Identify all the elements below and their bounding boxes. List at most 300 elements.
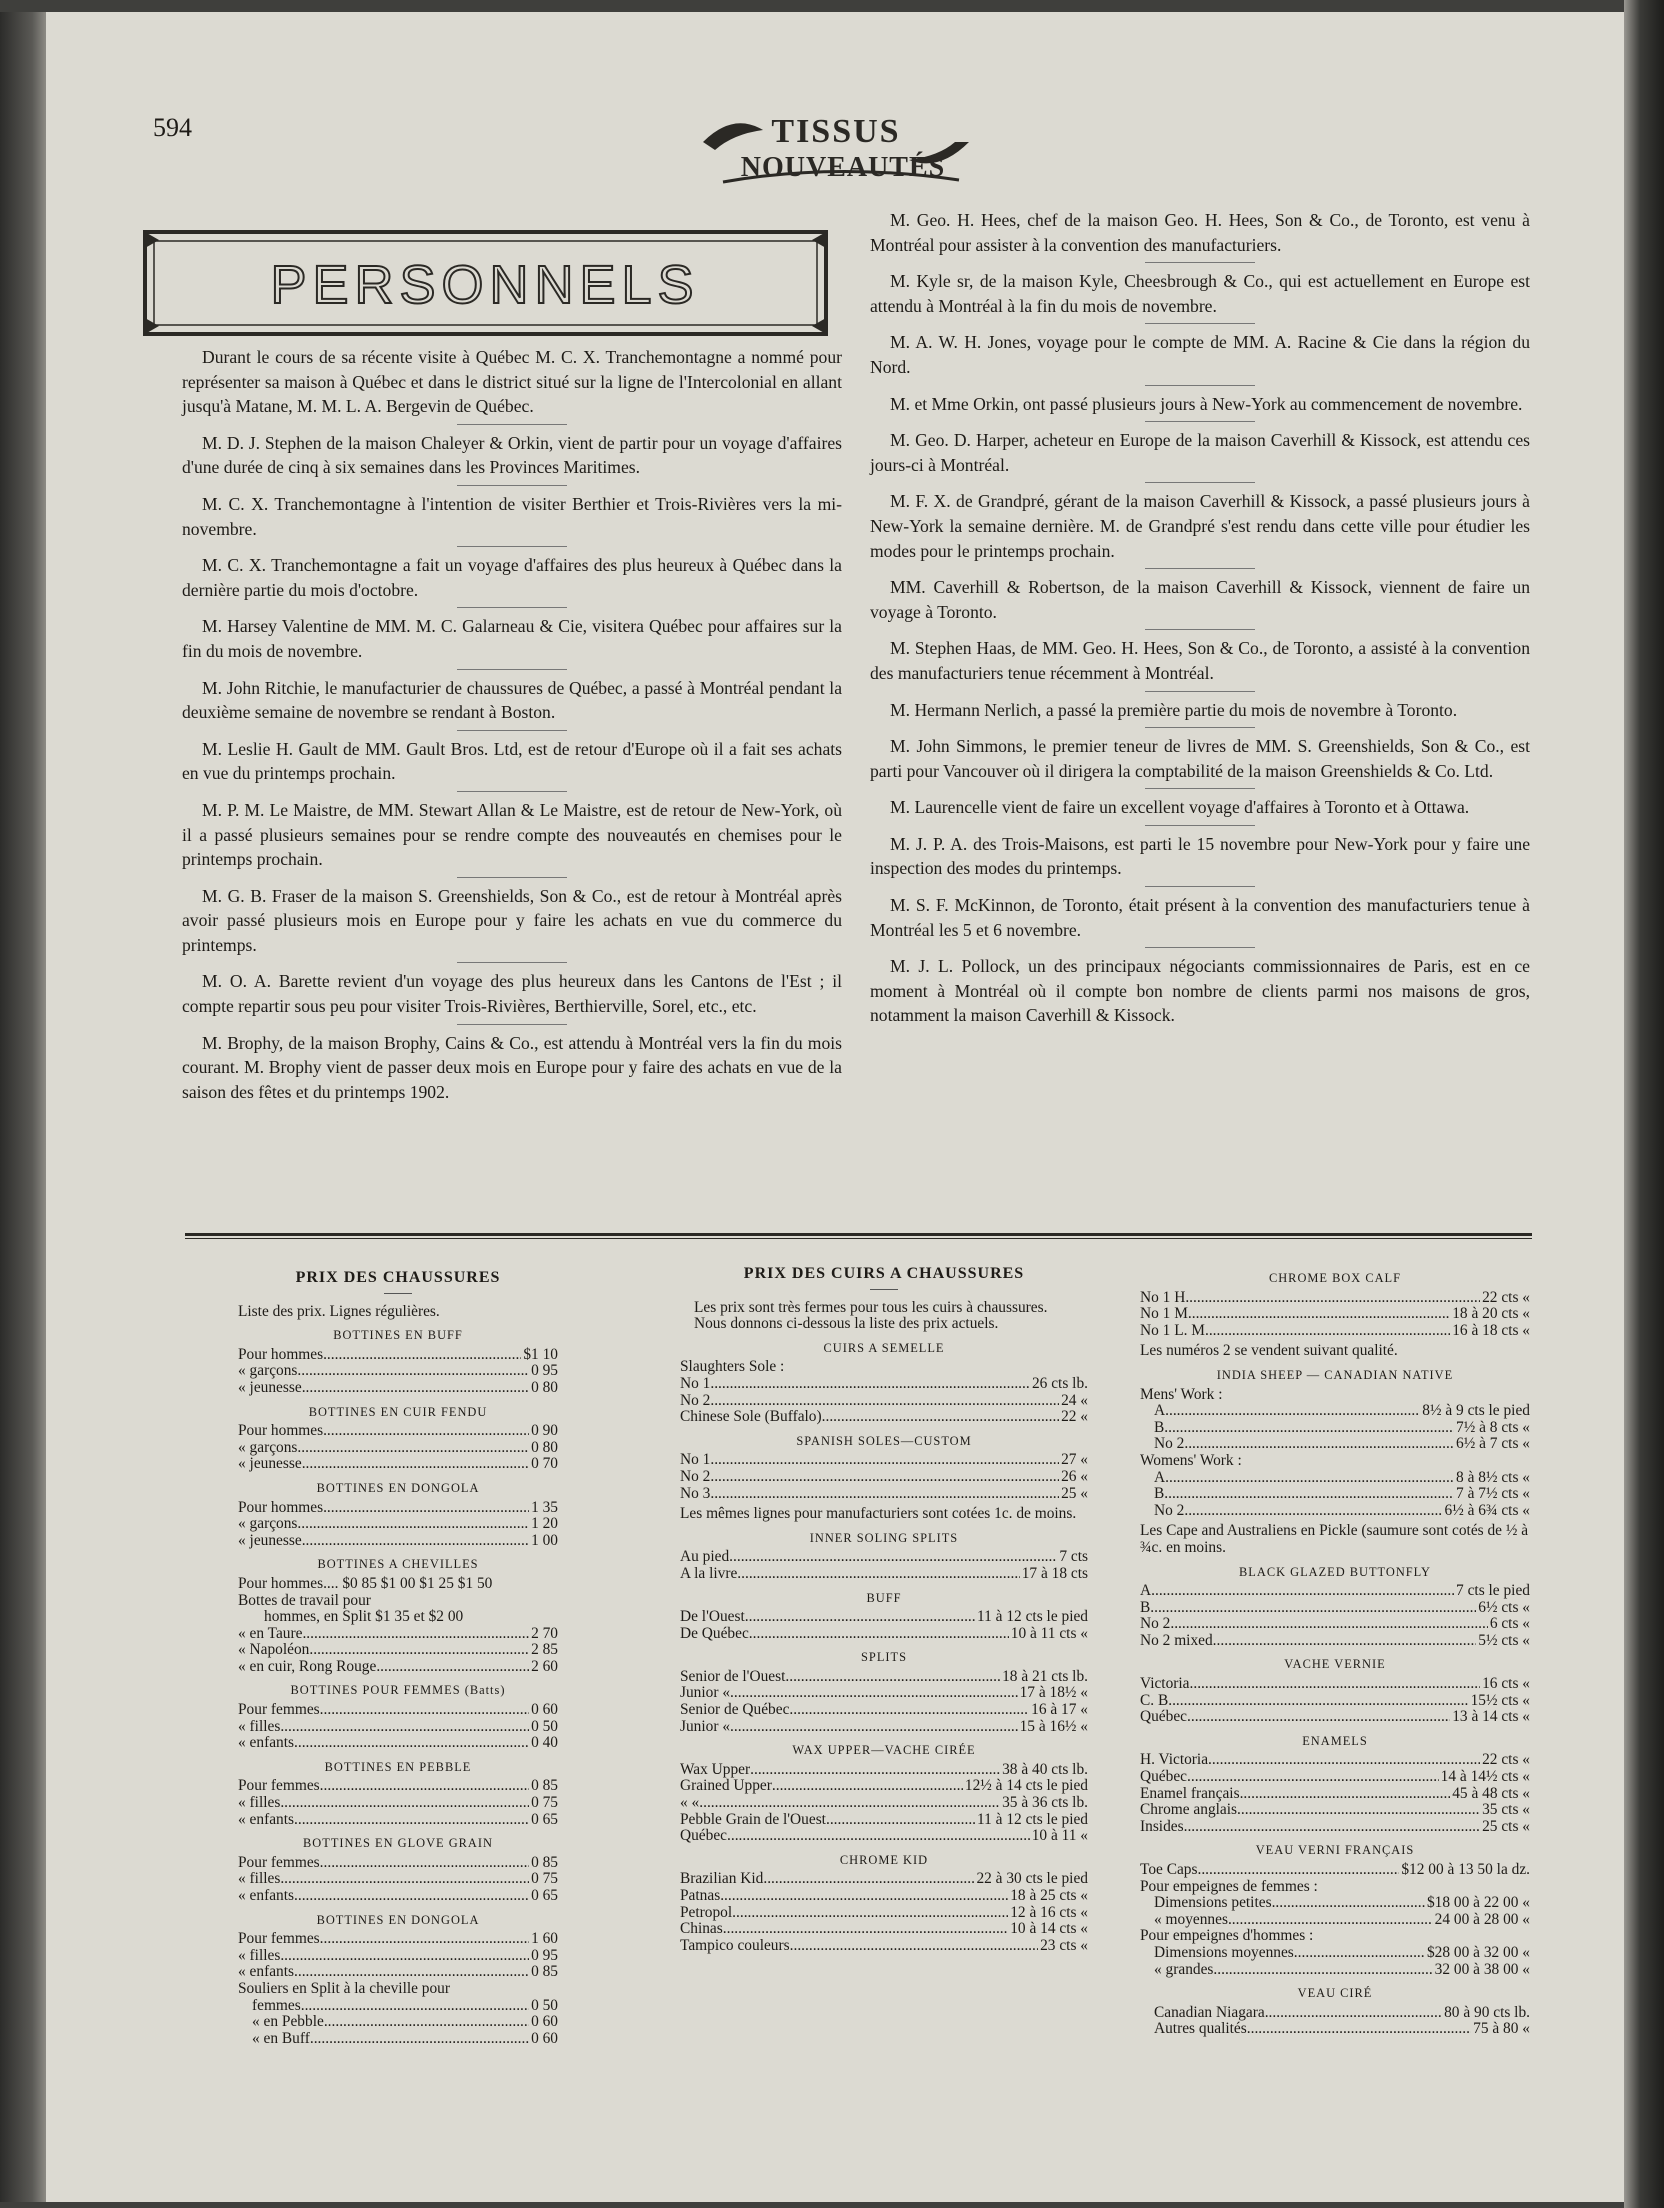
dot-leader [790, 1938, 1038, 1955]
item-price: 10 à 11 « [1031, 1827, 1088, 1845]
price-rows [1140, 1583, 1530, 1649]
price-row [1140, 1962, 1530, 1979]
price-row [238, 1440, 558, 1457]
item-label: « garçons [238, 1515, 298, 1533]
item-price: 32 00 à 38 00 « [1434, 1960, 1530, 1978]
price-line: hommes, en Split $1 35 et $2 00 [264, 1608, 464, 1626]
group-heading: Womens' Work : [1140, 1451, 1242, 1469]
item-label: Canadian Niagara [1154, 2003, 1265, 2021]
subheading: BUFF [866, 1590, 902, 1605]
item-label: « filles [238, 1794, 281, 1812]
price-rows [680, 1871, 1088, 1954]
item-label: Senior de Québec [680, 1701, 790, 1719]
subheading: BOTTINES POUR FEMMES (Batts) [290, 1683, 506, 1698]
price-row [1140, 1486, 1530, 1503]
price-note: Les mêmes lignes pour manufacturiers sont cotées 1c. de moins. [680, 1505, 1077, 1523]
item-price: 24 00 à 28 00 « [1434, 1910, 1530, 1928]
personnels-column-1 [182, 345, 842, 1116]
price-note: Les Cape and Australiens en Pickle (saumure sont cotés de ½ à ¾c. en moins. [1140, 1522, 1529, 1556]
divider [870, 1289, 898, 1290]
item-label: No 2 mixed [1140, 1631, 1213, 1649]
news-item: M. C. X. Tranchemontagne à l'intention de visiter Berthier et Trois-Rivières vers la mi-novembre. [182, 492, 842, 541]
price-row [238, 1795, 558, 1812]
item-label: « enfants [238, 1887, 294, 1904]
item-price: 0 60 [531, 2013, 558, 2031]
price-line: Bottes de travail pour [238, 1591, 371, 1609]
item-label: Dimensions moyennes [1154, 1943, 1294, 1961]
price-row [1140, 1752, 1530, 1769]
price-row [680, 1938, 1088, 1955]
item-price: 0 65 [531, 1810, 558, 1828]
news-item: M. John Simmons, le premier teneur de livres de MM. S. Greenshields, Son & Co., est parti pour Vancouver où il dirigera la comptabilité de la maison Greenshields & Co. Ltd. [870, 734, 1530, 783]
price-row [680, 1778, 1088, 1795]
item-price: $1 10 [523, 1345, 558, 1363]
dot-leader [280, 1795, 529, 1812]
subheading: BLACK GLAZED BUTTONFLY [1239, 1564, 1431, 1579]
item-price: 7 cts le pied [1456, 1582, 1530, 1600]
price-row [680, 1669, 1088, 1686]
item-price: 0 80 [531, 1438, 558, 1456]
svg-text:TISSUS: TISSUS [771, 113, 901, 150]
news-item: M. D. J. Stephen de la maison Chaleyer & Orkin, vient de partir pour un voyage d'affaires d'une durée de cinq à six semaines dans les Provinces Maritimes. [182, 431, 842, 480]
dot-leader [1164, 1486, 1454, 1503]
price-row [238, 1423, 558, 1440]
price-row [238, 1347, 558, 1364]
item-price: 12½ à 14 cts le pied [964, 1777, 1088, 1795]
item-price: 80 à 90 cts lb. [1444, 2003, 1530, 2021]
dot-leader [710, 1376, 1030, 1393]
group-heading: Slaughters Sole : [680, 1358, 785, 1376]
item-label: « jeunesse [238, 1455, 302, 1473]
price-row [1140, 1306, 1530, 1323]
dot-leader [1228, 1912, 1433, 1929]
news-item: M. G. B. Fraser de la maison S. Greenshields, Son & Co., est de retour à Montréal après avoir passé plusieurs mois en Europe pour y faire les achats en vue du commerce du printemps. [182, 884, 842, 958]
subheading: VEAU CIRÉ [1297, 1986, 1373, 2001]
item-label: femmes [252, 1996, 301, 2014]
price-row [238, 1642, 558, 1659]
item-label: « en Buff [252, 2029, 310, 2047]
item-price: 0 70 [531, 1455, 558, 1473]
item-label: Au pied [680, 1548, 730, 1566]
item-label: « filles [238, 1870, 281, 1888]
dot-leader [1237, 1802, 1480, 1819]
news-item: M. J. P. A. des Trois-Maisons, est parti le 15 novembre pour New-York pour y faire une inspection des modes du printemps. [870, 832, 1530, 881]
dot-leader [1265, 2005, 1442, 2022]
price-rows [1140, 1403, 1530, 1453]
item-label: Petropol [680, 1903, 733, 1921]
dot-leader [1213, 1633, 1477, 1650]
price-line: Pour hommes.... $0 85 $1 00 $1 25 $1 50 [238, 1574, 493, 1592]
item-label: No 1 [680, 1451, 711, 1469]
dot-leader [732, 1905, 1008, 1922]
item-label: A la livre [680, 1564, 738, 1582]
section-title-frame [142, 228, 829, 338]
price-row [1140, 1470, 1530, 1487]
news-item: M. P. M. Le Maistre, de MM. Stewart Allan & Le Maistre, est de retour de New-York, où il a passé plusieurs semaines pour se rendre compte des nouveautés en chemises pour le printemps prochain. [182, 798, 842, 872]
dot-leader [1205, 1323, 1450, 1340]
news-item: M. Hermann Nerlich, a passé la première partie du mois de novembre à Toronto. [870, 698, 1530, 723]
dot-leader [320, 1855, 529, 1872]
dot-leader [730, 1719, 1018, 1736]
item-price: 0 50 [531, 1717, 558, 1735]
price-rows [1140, 1752, 1530, 1835]
item-price: 22 cts « [1482, 1288, 1530, 1306]
price-rows [238, 1702, 558, 1752]
price-row [1140, 1676, 1530, 1693]
price-row [1140, 2005, 1530, 2022]
price-row [1140, 1769, 1530, 1786]
item-price: 22 cts « [1482, 1751, 1530, 1769]
dot-leader [1187, 1769, 1439, 1786]
prix-cuirs-table [680, 1266, 1088, 1954]
item-label: « en cuir, Rong Rouge [238, 1657, 377, 1675]
item-label: Pour hommes [238, 1498, 324, 1516]
item-price: 6½ cts « [1478, 1598, 1530, 1616]
dot-leader [324, 2014, 529, 2031]
dot-leader [301, 1998, 529, 2015]
dot-leader [297, 1440, 529, 1457]
dot-leader [323, 1500, 529, 1517]
price-rows [680, 1669, 1088, 1735]
dot-leader [763, 1871, 974, 1888]
item-price: 10 à 11 cts « [1010, 1624, 1088, 1642]
price-rows [1140, 1676, 1530, 1726]
item-label: Québec [1140, 1768, 1187, 1786]
price-rows [238, 1998, 558, 2048]
item-price: 26 « [1061, 1467, 1088, 1485]
item-label: « filles [238, 1717, 281, 1735]
item-label: H. Victoria [1140, 1751, 1209, 1769]
news-item: M. Geo. H. Hees, chef de la maison Geo. H. Hees, Son & Co., de Toronto, est venu à Montréal pour assister à la convention des manufacturiers. [870, 210, 1530, 255]
item-label: Enamel français [1140, 1784, 1240, 1802]
item-label: Pour hommes [238, 1422, 324, 1440]
dot-leader [772, 1778, 963, 1795]
item-price: 17 à 18 cts [1021, 1564, 1088, 1582]
item-label: Autres qualités [1154, 2020, 1247, 2038]
item-price: 8½ à 9 cts le pied [1422, 1402, 1530, 1420]
dot-leader [710, 1393, 1059, 1410]
item-price: 35 cts « [1482, 1801, 1530, 1819]
dot-leader [280, 1719, 529, 1736]
dot-leader [723, 1921, 1008, 1938]
price-row [1140, 1802, 1530, 1819]
item-price: 15½ cts « [1470, 1691, 1530, 1709]
dot-leader [310, 2031, 529, 2048]
facing-page-edge [1624, 0, 1664, 2208]
dot-leader [720, 1888, 1008, 1905]
item-label: Dimensions petites [1154, 1894, 1272, 1912]
price-row [680, 1828, 1088, 1845]
subheading: SPANISH SOLES—CUSTOM [796, 1433, 972, 1448]
price-rows [1140, 1945, 1530, 1978]
item-label: « Napoléon [238, 1641, 310, 1659]
dot-leader [1184, 1819, 1481, 1836]
group-heading: Mens' Work : [1140, 1385, 1223, 1403]
news-item: M. Leslie H. Gault de MM. Gault Bros. Ltd, est de retour d'Europe où il a fait ses achats en vue du printemps prochain. [182, 737, 842, 786]
price-row [680, 1905, 1088, 1922]
item-label: Chrome anglais [1140, 1801, 1238, 1819]
price-rows [680, 1609, 1088, 1642]
item-label: No 2 [1154, 1435, 1185, 1453]
price-row [1140, 1862, 1530, 1879]
item-label: Patnas [680, 1887, 721, 1904]
price-row [238, 1812, 558, 1829]
item-label: « jeunesse [238, 1378, 302, 1396]
subheading: SPLITS [861, 1650, 907, 1665]
item-price: 7 cts [1059, 1548, 1088, 1566]
item-label: « enfants [238, 1734, 294, 1752]
price-row [238, 1380, 558, 1397]
news-item: MM. Caverhill & Robertson, de la maison Caverhill & Kissock, viennent de faire un voyage à Toronto. [870, 575, 1530, 624]
price-rows [680, 1762, 1088, 1845]
dot-leader [309, 1642, 529, 1659]
item-price: 24 « [1061, 1391, 1088, 1409]
item-price: 15 à 16½ « [1019, 1717, 1088, 1735]
table-title: PRIX DES CUIRS A CHAUSSURES [743, 1265, 1025, 1282]
item-label: Junior « [680, 1717, 731, 1735]
item-label: Pour femmes [238, 1930, 320, 1948]
price-row [1140, 1403, 1530, 1420]
price-row [238, 2014, 558, 2031]
item-label: Victoria [1140, 1675, 1190, 1693]
book-binding-edge [0, 12, 46, 2202]
item-price: 0 95 [531, 1946, 558, 1964]
item-label: Wax Upper [680, 1760, 751, 1778]
dot-leader [294, 1735, 529, 1752]
dot-leader [729, 1549, 1057, 1566]
news-item: M. Laurencelle vient de faire un excellent voyage d'affaires à Toronto et à Ottawa. [870, 795, 1530, 820]
price-row [680, 1812, 1088, 1829]
item-label: Québec [1140, 1708, 1187, 1726]
dot-leader [323, 1347, 521, 1364]
item-price: 7½ à 8 cts « [1456, 1418, 1530, 1436]
subheading: BOTTINES EN CUIR FENDU [308, 1404, 488, 1419]
price-row [680, 1469, 1088, 1486]
news-item: M. A. W. H. Jones, voyage pour le compte de MM. A. Racine & Cie dans la région du Nord. [870, 330, 1530, 379]
subheading: ENAMELS [1302, 1733, 1368, 1748]
item-label: C. B [1140, 1691, 1169, 1709]
item-price: 17 à 18½ « [1019, 1684, 1088, 1702]
dot-leader [320, 1778, 529, 1795]
price-row [238, 1719, 558, 1736]
group-heading: Pour empeignes de femmes : [1140, 1877, 1318, 1895]
price-rows [238, 1778, 558, 1828]
item-price: 18 à 25 cts « [1010, 1887, 1088, 1904]
price-rows [238, 1500, 558, 1550]
item-price: 6 cts « [1489, 1615, 1530, 1633]
dot-leader [745, 1609, 975, 1626]
table-intro: Nous donnons ci-dessous la liste des prix actuels. [694, 1315, 999, 1333]
subheading: BOTTINES EN DONGOLA [316, 1912, 480, 1927]
item-label: Québec [680, 1827, 727, 1845]
dot-leader [294, 1964, 529, 1981]
subheading: INDIA SHEEP — CANADIAN NATIVE [1216, 1367, 1454, 1382]
dot-leader [320, 1931, 529, 1948]
dot-leader [710, 1486, 1059, 1503]
item-label: A [1140, 1582, 1152, 1600]
dot-leader [1184, 1503, 1442, 1520]
price-row [238, 1871, 558, 1888]
dot-leader [320, 1702, 529, 1719]
price-row [1140, 1912, 1530, 1929]
price-row [1140, 1709, 1530, 1726]
item-label: Senior de l'Ouest [680, 1667, 786, 1685]
item-label: « enfants [238, 1963, 294, 1981]
item-price: 0 50 [531, 1996, 558, 2014]
price-row [1140, 1945, 1530, 1962]
item-price: 0 40 [531, 1734, 558, 1752]
price-row [680, 1609, 1088, 1626]
dot-leader [1165, 1403, 1420, 1420]
item-label: Pour femmes [238, 1701, 320, 1719]
dot-leader [699, 1795, 1000, 1812]
item-price: 13 à 14 cts « [1452, 1708, 1530, 1726]
price-line: Souliers en Split à la cheville pour [238, 1979, 451, 1997]
price-rows [238, 1423, 558, 1473]
item-label: « garçons [238, 1362, 298, 1380]
dot-leader [822, 1409, 1059, 1426]
subheading: BOTTINES EN PEBBLE [324, 1759, 472, 1774]
item-price: 16 à 18 cts « [1452, 1321, 1530, 1339]
item-price: 16 à 17 « [1031, 1701, 1088, 1719]
item-price: $28 00 à 32 00 « [1426, 1943, 1530, 1961]
group-heading: Pour empeignes d'hommes : [1140, 1927, 1314, 1945]
item-price: 11 à 12 cts le pied [977, 1608, 1088, 1626]
dot-leader [280, 1871, 529, 1888]
subheading: BOTTINES A CHEVILLES [317, 1557, 479, 1572]
price-rows [680, 1376, 1088, 1426]
price-row [680, 1719, 1088, 1736]
item-label: « garçons [238, 1438, 298, 1456]
subheading: VEAU VERNI FRANÇAIS [1255, 1843, 1415, 1858]
dot-leader [1294, 1945, 1425, 1962]
item-price: 6½ à 7 cts « [1456, 1435, 1530, 1453]
dot-leader [1197, 1862, 1399, 1879]
price-row [238, 2031, 558, 2048]
price-row [238, 1998, 558, 2015]
item-label: « en Taure [238, 1624, 303, 1642]
dot-leader [1150, 1600, 1476, 1617]
item-label: « moyennes [1154, 1910, 1228, 1928]
item-price: 5½ cts « [1478, 1631, 1530, 1649]
dot-leader [785, 1669, 1000, 1686]
item-price: 45 à 48 cts « [1452, 1784, 1530, 1802]
section-title: PERSONNELS [270, 255, 700, 315]
item-label: Brazilian Kid [680, 1870, 764, 1888]
item-label: A [1154, 1468, 1166, 1486]
item-label: No 2 [680, 1391, 711, 1409]
item-price: 26 cts lb. [1031, 1374, 1088, 1392]
item-price: 10 à 14 cts « [1010, 1920, 1088, 1938]
price-row [1140, 1436, 1530, 1453]
item-label: B [1154, 1485, 1165, 1503]
dot-leader [1208, 1752, 1480, 1769]
price-row [1140, 1583, 1530, 1600]
dot-leader [1190, 1676, 1481, 1693]
item-price: 0 80 [531, 1378, 558, 1396]
price-row [1140, 1290, 1530, 1307]
subheading: INNER SOLING SPLITS [809, 1530, 959, 1545]
item-label: Chinas [680, 1920, 723, 1938]
dot-leader [727, 1828, 1030, 1845]
item-label: Pour femmes [238, 1853, 320, 1871]
price-row [238, 1702, 558, 1719]
item-label: « « [680, 1794, 700, 1812]
price-row [238, 1363, 558, 1380]
price-rows [1140, 1895, 1530, 1928]
price-row [1140, 1895, 1530, 1912]
item-price: 11 à 12 cts le pied [977, 1810, 1088, 1828]
price-row [680, 1702, 1088, 1719]
item-label: « en Pebble [252, 2013, 324, 2031]
item-price: 25 « [1061, 1484, 1088, 1502]
subheading: CHROME BOX CALF [1268, 1271, 1402, 1285]
item-price: 25 cts « [1482, 1817, 1530, 1835]
news-item: M. J. L. Pollock, un des principaux négociants commissionnaires de Paris, est en ce moment à Montréal où il compte bon nombre de clients parmi nos maisons de gros, notamment la maison Caverhill & Kissock. [870, 954, 1530, 1028]
price-row [238, 1626, 558, 1643]
item-price: 0 95 [531, 1362, 558, 1380]
price-rows [238, 1347, 558, 1397]
news-item: M. S. F. McKinnon, de Toronto, était présent à la convention des manufacturiers tenue à Montréal les 5 et 6 novembre. [870, 893, 1530, 942]
dot-leader [1164, 1420, 1454, 1437]
dot-leader [1165, 1470, 1454, 1487]
item-label: Pour femmes [238, 1777, 320, 1795]
table-intro: Liste des prix. Lignes régulières. [238, 1302, 440, 1320]
svg-text:NOUVEAUTÉS: NOUVEAUTÉS [740, 152, 946, 183]
divider [384, 1293, 412, 1294]
dot-leader [297, 1363, 529, 1380]
item-price: 1 60 [531, 1930, 558, 1948]
price-rows [1140, 1862, 1530, 1879]
dot-leader [376, 1659, 529, 1676]
dot-leader [1247, 2021, 1471, 2038]
item-price: 0 60 [531, 2029, 558, 2047]
price-row [238, 1778, 558, 1795]
item-label: « jeunesse [238, 1531, 302, 1549]
price-rows [680, 1549, 1088, 1582]
item-label: No 3 [680, 1484, 711, 1502]
subheading: CUIRS A SEMELLE [823, 1340, 945, 1355]
price-rows [1140, 2005, 1530, 2038]
price-row [680, 1452, 1088, 1469]
dot-leader [1213, 1962, 1432, 1979]
dot-leader [1185, 1290, 1480, 1307]
item-label: De l'Ouest [680, 1608, 745, 1626]
subheading: BOTTINES EN BUFF [333, 1328, 463, 1343]
section-divider [185, 1233, 1532, 1239]
prix-divers-table [1140, 1263, 1530, 2038]
item-label: « filles [238, 1946, 281, 1964]
news-item: M. Stephen Haas, de MM. Geo. H. Hees, Son & Co., de Toronto, a assisté à la convention des manufacturiers tenue récemment à Montréal. [870, 636, 1530, 685]
dot-leader [297, 1516, 529, 1533]
subheading: BOTTINES EN GLOVE GRAIN [303, 1836, 493, 1851]
item-label: « grandes [1154, 1960, 1214, 1978]
price-row [1140, 1786, 1530, 1803]
item-price: 2 60 [531, 1657, 558, 1675]
price-row [680, 1409, 1088, 1426]
price-row [1140, 1420, 1530, 1437]
dot-leader [826, 1812, 975, 1829]
price-row [238, 1456, 558, 1473]
item-price: 1 00 [531, 1531, 558, 1549]
news-item: Durant le cours de sa récente visite à Québec M. C. X. Tranchemontagne a nommé pour représenter sa maison à Québec et dans le district situé sur la ligne de l'Intercolonial en allant jusqu'à Matane, M. M. L. A. Bergevin de Québec. [182, 347, 842, 417]
price-row [680, 1685, 1088, 1702]
item-price: 0 65 [531, 1887, 558, 1904]
price-rows [680, 1452, 1088, 1502]
news-item: M. Geo. D. Harper, acheteur en Europe de la maison Caverhill & Kissock, est attendu ces jours-ci à Montréal. [870, 428, 1530, 477]
item-label: Insides [1140, 1817, 1184, 1835]
price-row [238, 1964, 558, 1981]
